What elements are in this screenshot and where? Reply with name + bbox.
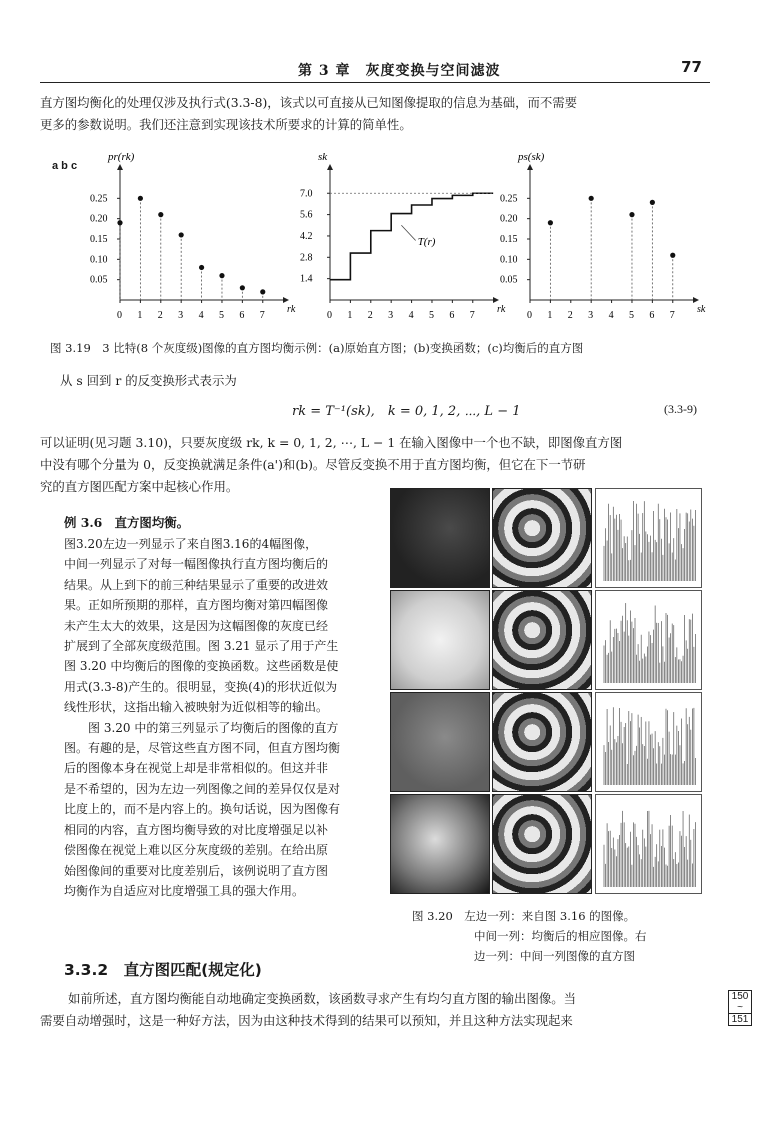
histogram-4 <box>595 794 702 894</box>
x-tick-label: 5 <box>628 310 634 321</box>
x-tick-label: 7 <box>469 310 475 321</box>
margin-mid: ~ <box>737 1002 743 1013</box>
y-tick-label: 0.25 <box>500 193 518 205</box>
data-point <box>138 196 143 201</box>
x-tick-label: 6 <box>449 310 455 321</box>
example-line: 后的图像本身在视觉上却是非常相似的。但这并非 <box>64 761 329 776</box>
page-number: 77 <box>681 58 702 76</box>
x-tick-label: 7 <box>669 310 675 321</box>
fig319-charts <box>40 148 720 338</box>
x-tick-label: 5 <box>218 310 224 321</box>
x-tick-label: 3 <box>178 310 184 321</box>
intro-line: 更多的参数说明。我们还注意到实现该技术所要求的计算的简单性。 <box>40 117 412 132</box>
equalized-image-3 <box>492 692 592 792</box>
example-3-6 <box>64 512 382 901</box>
example-title: 例 3.6 直方图均衡。 <box>64 515 189 530</box>
example-line: 均衡作为自适应对比度增强工具的强大作用。 <box>64 883 305 898</box>
example-line: 比度上的，而不是内容上的。换句话说，因为图像有 <box>64 802 341 817</box>
y-tick-label: 0.05 <box>500 274 518 286</box>
x-arrow <box>693 297 699 303</box>
example-line: 图3.20左边一列显示了来自图3.16的4幅图像， <box>64 537 318 551</box>
figure-3-20 <box>390 488 710 896</box>
y-tick-label: 0.05 <box>90 274 108 286</box>
original-image-2 <box>390 590 490 690</box>
x-tick-label: 0 <box>117 310 122 321</box>
y-tick-label: 0.25 <box>90 193 108 205</box>
x-tick-label: 0 <box>327 310 332 321</box>
x-axis-label: rk <box>497 304 506 315</box>
example-line: 偿图像在视觉上难以区分灰度级的差别。在给出原 <box>64 843 329 858</box>
x-axis-label: rk <box>287 304 296 315</box>
margin-bot: 151 <box>729 1013 751 1025</box>
example-line: 始图像间的重要对比度差别后，该例说明了直方图 <box>64 863 329 878</box>
y-tick-label: 0.10 <box>90 254 108 266</box>
para3-line: 可以证明(见习题 3.10)，只要灰度级 rk, k = 0, 1, 2, ⋯, L − 1 在输入图像中一个也不缺，即图像直方图 <box>40 435 623 450</box>
equation-number: (3.3-9) <box>664 402 697 416</box>
x-tick-label: 5 <box>428 310 434 321</box>
y-tick-label: 1.4 <box>300 273 313 285</box>
y-tick-label: 4.2 <box>300 230 313 242</box>
example-line: 扩展到了全部灰度级范围。图 3.21 显示了用于产生 <box>64 639 339 654</box>
data-point <box>589 196 594 201</box>
example-line: 用式(3.3-8)产生的。很明显，变换(4)的形状近似为 <box>64 679 338 694</box>
section-heading: 3.3.2 直方图匹配(规定化) <box>64 961 262 979</box>
example-line: 果。正如所预期的那样，直方图均衡对第四幅图像 <box>64 598 329 613</box>
x-arrow <box>283 297 289 303</box>
data-point <box>650 200 655 205</box>
x-tick-label: 2 <box>367 310 373 321</box>
example-line: 线性形状，这指出输入被映射为近似相等的输出。 <box>64 700 329 715</box>
example-line: 相同的内容，直方图均衡导致的对比度增强足以补 <box>64 822 329 837</box>
equation-3-3-9: rk = T⁻¹(sk), k = 0, 1, 2, ⋯, L − 1 <box>292 404 521 419</box>
histogram-3 <box>595 692 702 792</box>
example-line: 中间一列显示了对每一幅图像执行直方图均衡后的 <box>64 557 329 572</box>
y-arrow <box>117 164 123 170</box>
intro-paragraph <box>40 92 720 136</box>
x-tick-label: 6 <box>649 310 655 321</box>
equalized-image-4 <box>492 794 592 894</box>
paragraph-4 <box>40 988 716 1032</box>
inverse-intro: 从 s 回到 r 的反变换形式表示为 <box>60 373 237 388</box>
original-image-4 <box>390 794 490 894</box>
fig319-caption: 图 3.19 3 比特(8 个灰度级)图像的直方图均衡示例：(a)原始直方图；(b)变换函数；(c)均衡后的直方图 <box>50 341 584 355</box>
curve-label: T(r) <box>417 236 436 249</box>
y-axis-label: ps(sk) <box>518 151 545 163</box>
y-tick-label: 0.20 <box>500 213 518 225</box>
x-tick-label: 0 <box>527 310 532 321</box>
x-axis-label: sk <box>697 304 706 315</box>
fig320-caption-line: 中间一列：均衡后的相应图像。右 <box>474 929 647 943</box>
example-line: 图 3.20 中的第三列显示了均衡后的图像的直方 <box>64 720 339 735</box>
equalized-image-1 <box>492 488 592 588</box>
x-arrow <box>493 297 499 303</box>
para3-line: 中没有哪个分量为 0，反变换就满足条件(a')和(b)。尽管反变换不用于直方图均衡，但它在下一节研 <box>40 457 586 472</box>
y-axis-label: pr(rk) <box>108 151 135 163</box>
panel-labels: a b c <box>52 160 78 172</box>
intro-line: 直方图均衡化的处理仅涉及执行式(3.3-8)，该式以可直接从已知图像提取的信息为基础，而不需要 <box>40 95 578 110</box>
y-tick-label: 0.15 <box>90 234 108 245</box>
data-point <box>548 220 553 225</box>
data-point <box>219 273 224 278</box>
fig320-caption-line: 边一列：中间一列图像的直方图 <box>474 949 635 963</box>
example-line: 是不希望的，因为左边一列图像之间的差异仅仅是对 <box>64 781 341 796</box>
para4-line: 需要自动增强时，这是一种好方法，因为由这种技术得到的结果可以预知，并且这种方法实现起来 <box>40 1013 573 1028</box>
data-point <box>629 212 634 217</box>
para4-line: 如前所述，直方图均衡能自动地确定变换函数，该函数寻求产生有均匀直方图的输出图像。当 <box>68 991 577 1006</box>
y-tick-label: 2.8 <box>300 252 313 264</box>
curve-label-pointer <box>401 225 415 240</box>
histogram-1 <box>595 488 702 588</box>
x-tick-label: 7 <box>259 310 265 321</box>
x-tick-label: 1 <box>137 310 143 321</box>
data-point <box>158 212 163 217</box>
y-axis-label: sk <box>318 151 328 163</box>
y-tick-label: 5.6 <box>300 209 313 221</box>
example-line: 图 3.20 中均衡后的图像的变换函数。这些函数是使 <box>64 659 339 674</box>
x-tick-label: 4 <box>198 310 204 321</box>
histogram-2 <box>595 590 702 690</box>
y-tick-label: 7.0 <box>300 188 313 200</box>
x-tick-label: 1 <box>347 310 353 321</box>
x-tick-label: 2 <box>157 310 163 321</box>
figure-3-19 <box>40 148 720 338</box>
x-tick-label: 3 <box>388 310 394 321</box>
data-point <box>199 265 204 270</box>
data-point <box>179 232 184 237</box>
y-arrow <box>327 164 333 170</box>
x-tick-label: 3 <box>588 310 594 321</box>
data-point <box>240 285 245 290</box>
x-tick-label: 6 <box>239 310 245 321</box>
original-image-1 <box>390 488 490 588</box>
y-arrow <box>527 164 533 170</box>
y-tick-label: 0.10 <box>500 254 518 266</box>
example-line: 结果。从上到下的前三种结果显示了重要的改进效 <box>64 577 329 592</box>
original-image-3 <box>390 692 490 792</box>
x-tick-label: 2 <box>567 310 573 321</box>
data-point <box>117 220 122 225</box>
chapter-title: 第 3 章 灰度变换与空间滤波 <box>298 63 501 79</box>
data-point <box>670 253 675 258</box>
fig320-caption-line: 图 3.20 左边一列：来自图 3.16 的图像。 <box>412 909 636 923</box>
fig320-caption <box>412 906 647 966</box>
example-line: 图。有趣的是，尽管这些直方图不同，但直方图均衡 <box>64 741 341 756</box>
x-tick-label: 4 <box>608 310 614 321</box>
page-header <box>40 58 710 83</box>
example-line: 未产生太大的效果，这是因为这幅图像的灰度已经 <box>64 618 329 633</box>
x-tick-label: 1 <box>547 310 553 321</box>
y-tick-label: 0.15 <box>500 234 518 245</box>
margin-top: 150 <box>731 991 749 1002</box>
y-tick-label: 0.20 <box>90 213 108 225</box>
margin-page-ref <box>728 990 752 1026</box>
data-point <box>260 289 265 294</box>
para3-line: 究的直方图匹配方案中起核心作用。 <box>40 479 239 494</box>
equalized-image-2 <box>492 590 592 690</box>
x-tick-label: 4 <box>408 310 414 321</box>
